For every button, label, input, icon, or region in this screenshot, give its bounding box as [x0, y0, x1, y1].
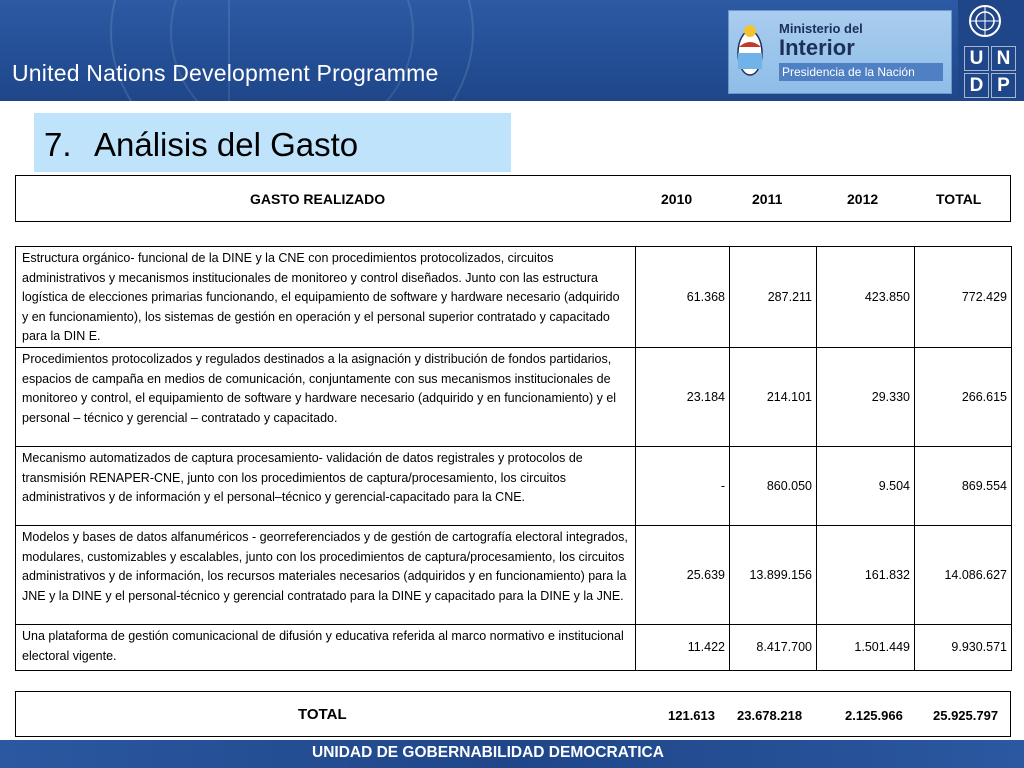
table-header: [15, 175, 1011, 222]
argentina-shield-icon: [735, 19, 765, 83]
row-description: Procedimientos protocolizados y regulados destinados a la asignación y distribución de fondos partidarios, espacios de campaña en medios de comunicación, conjuntamente con sus mecanismos institucionales de monitoreo y control, el equipamiento de software y hardware necesario (adquirido y en funcionamiento) y el personal – técnico y gerencial – contratado y capacitado.: [16, 347, 636, 446]
ministry-line-1: Ministerio del: [779, 21, 863, 36]
cell-2011: 860.050: [730, 446, 817, 525]
cell-2010: -: [636, 446, 730, 525]
totals-row: [15, 691, 1011, 737]
cell-2010: 23.184: [636, 347, 730, 446]
row-description: Mecanismo automatizados de captura procesamiento- validación de datos registrales y protocolos de transmisión RENAPER-CNE, junto con los procedimientos de captura/procesamiento, los circuitos administrativos y de información y el personal–técnico y gerencial-capacitado para la CNE.: [16, 446, 636, 525]
organization-title: United Nations Development Programme: [12, 60, 439, 86]
cell-2010: 25.639: [636, 525, 730, 624]
cell-2012: 161.832: [817, 525, 915, 624]
totals-2011: 23.678.218: [737, 708, 803, 723]
header-banner: [0, 0, 1024, 101]
totals-label: TOTAL: [298, 706, 347, 723]
header-total: TOTAL: [936, 191, 982, 207]
cell-total: 14.086.627: [915, 525, 1012, 624]
undp-letter: U: [964, 46, 989, 71]
row-description: Una plataforma de gestión comunicacional de difusión y educativa referida al marco normativo e institucional electoral vigente.: [16, 624, 636, 670]
totals-2012: 2.125.966: [845, 708, 903, 723]
totals-total: 25.925.797: [933, 708, 999, 723]
section-title: [34, 113, 511, 172]
header-col-label: GASTO REALIZADO: [250, 191, 386, 207]
undp-letter: N: [991, 46, 1016, 71]
cell-total: 869.554: [915, 446, 1012, 525]
cell-2012: 29.330: [817, 347, 915, 446]
cell-2011: 287.211: [730, 247, 817, 348]
row-description: Modelos y bases de datos alfanuméricos - georreferenciados y de gestión de cartografía electoral integrados, modulares, customizables y escalables, junto con los procedimientos de captura/procesamiento, los circuitos administrativos y de información, los recursos materiales necesarios (adquiridos y en funcionamiento) para la JNE y la DINE y el personal-técnico y gerencial contratado para la DINE y capacitado para la DINE y la JNE.: [16, 525, 636, 624]
cell-2010: 11.422: [636, 624, 730, 670]
undp-letter: D: [964, 73, 989, 98]
table-row: [16, 525, 1012, 624]
section-title-text: Análisis del Gasto: [94, 126, 359, 163]
ministry-line-2: Interior: [779, 35, 855, 60]
cell-2012: 9.504: [817, 446, 915, 525]
cell-total: 266.615: [915, 347, 1012, 446]
totals-2010: 121.613: [668, 708, 715, 723]
un-emblem-icon: [968, 4, 1002, 38]
cell-2010: 61.368: [636, 247, 730, 348]
cell-2011: 8.417.700: [730, 624, 817, 670]
table-row: [16, 347, 1012, 446]
table-row: [16, 446, 1012, 525]
ministry-line-3: Presidencia de la Nación: [779, 63, 943, 81]
ministry-logo: [728, 10, 952, 94]
header-year-2012: 2012: [847, 191, 879, 207]
header-year-2011: 2011: [752, 191, 783, 207]
cell-2011: 214.101: [730, 347, 817, 446]
cell-total: 9.930.571: [915, 624, 1012, 670]
table-row: [16, 247, 1012, 348]
expense-table: [15, 246, 1012, 671]
cell-total: 772.429: [915, 247, 1012, 348]
footer-text: UNIDAD DE GOBERNABILIDAD DEMOCRATICA: [312, 744, 664, 761]
footer-bar: [0, 740, 1024, 768]
cell-2012: 1.501.449: [817, 624, 915, 670]
section-number: 7.: [44, 126, 72, 163]
cell-2011: 13.899.156: [730, 525, 817, 624]
undp-letters: [964, 46, 1016, 98]
header-year-2010: 2010: [661, 191, 693, 207]
cell-2012: 423.850: [817, 247, 915, 348]
undp-letter: P: [991, 73, 1016, 98]
table-row: [16, 624, 1012, 670]
row-description: Estructura orgánico- funcional de la DINE y la CNE con procedimientos protocolizados, circuitos administrativos y mecanismos institucionales de monitoreo y control diseñados. Junto con las estructura logística de elecciones primarias funcionando, el equipamiento de software y hardware necesario (adquirido y en funcionamiento), los sistemas de gestión en operación y el personal superior contratado y capacitado para la DIN E.: [16, 247, 636, 348]
